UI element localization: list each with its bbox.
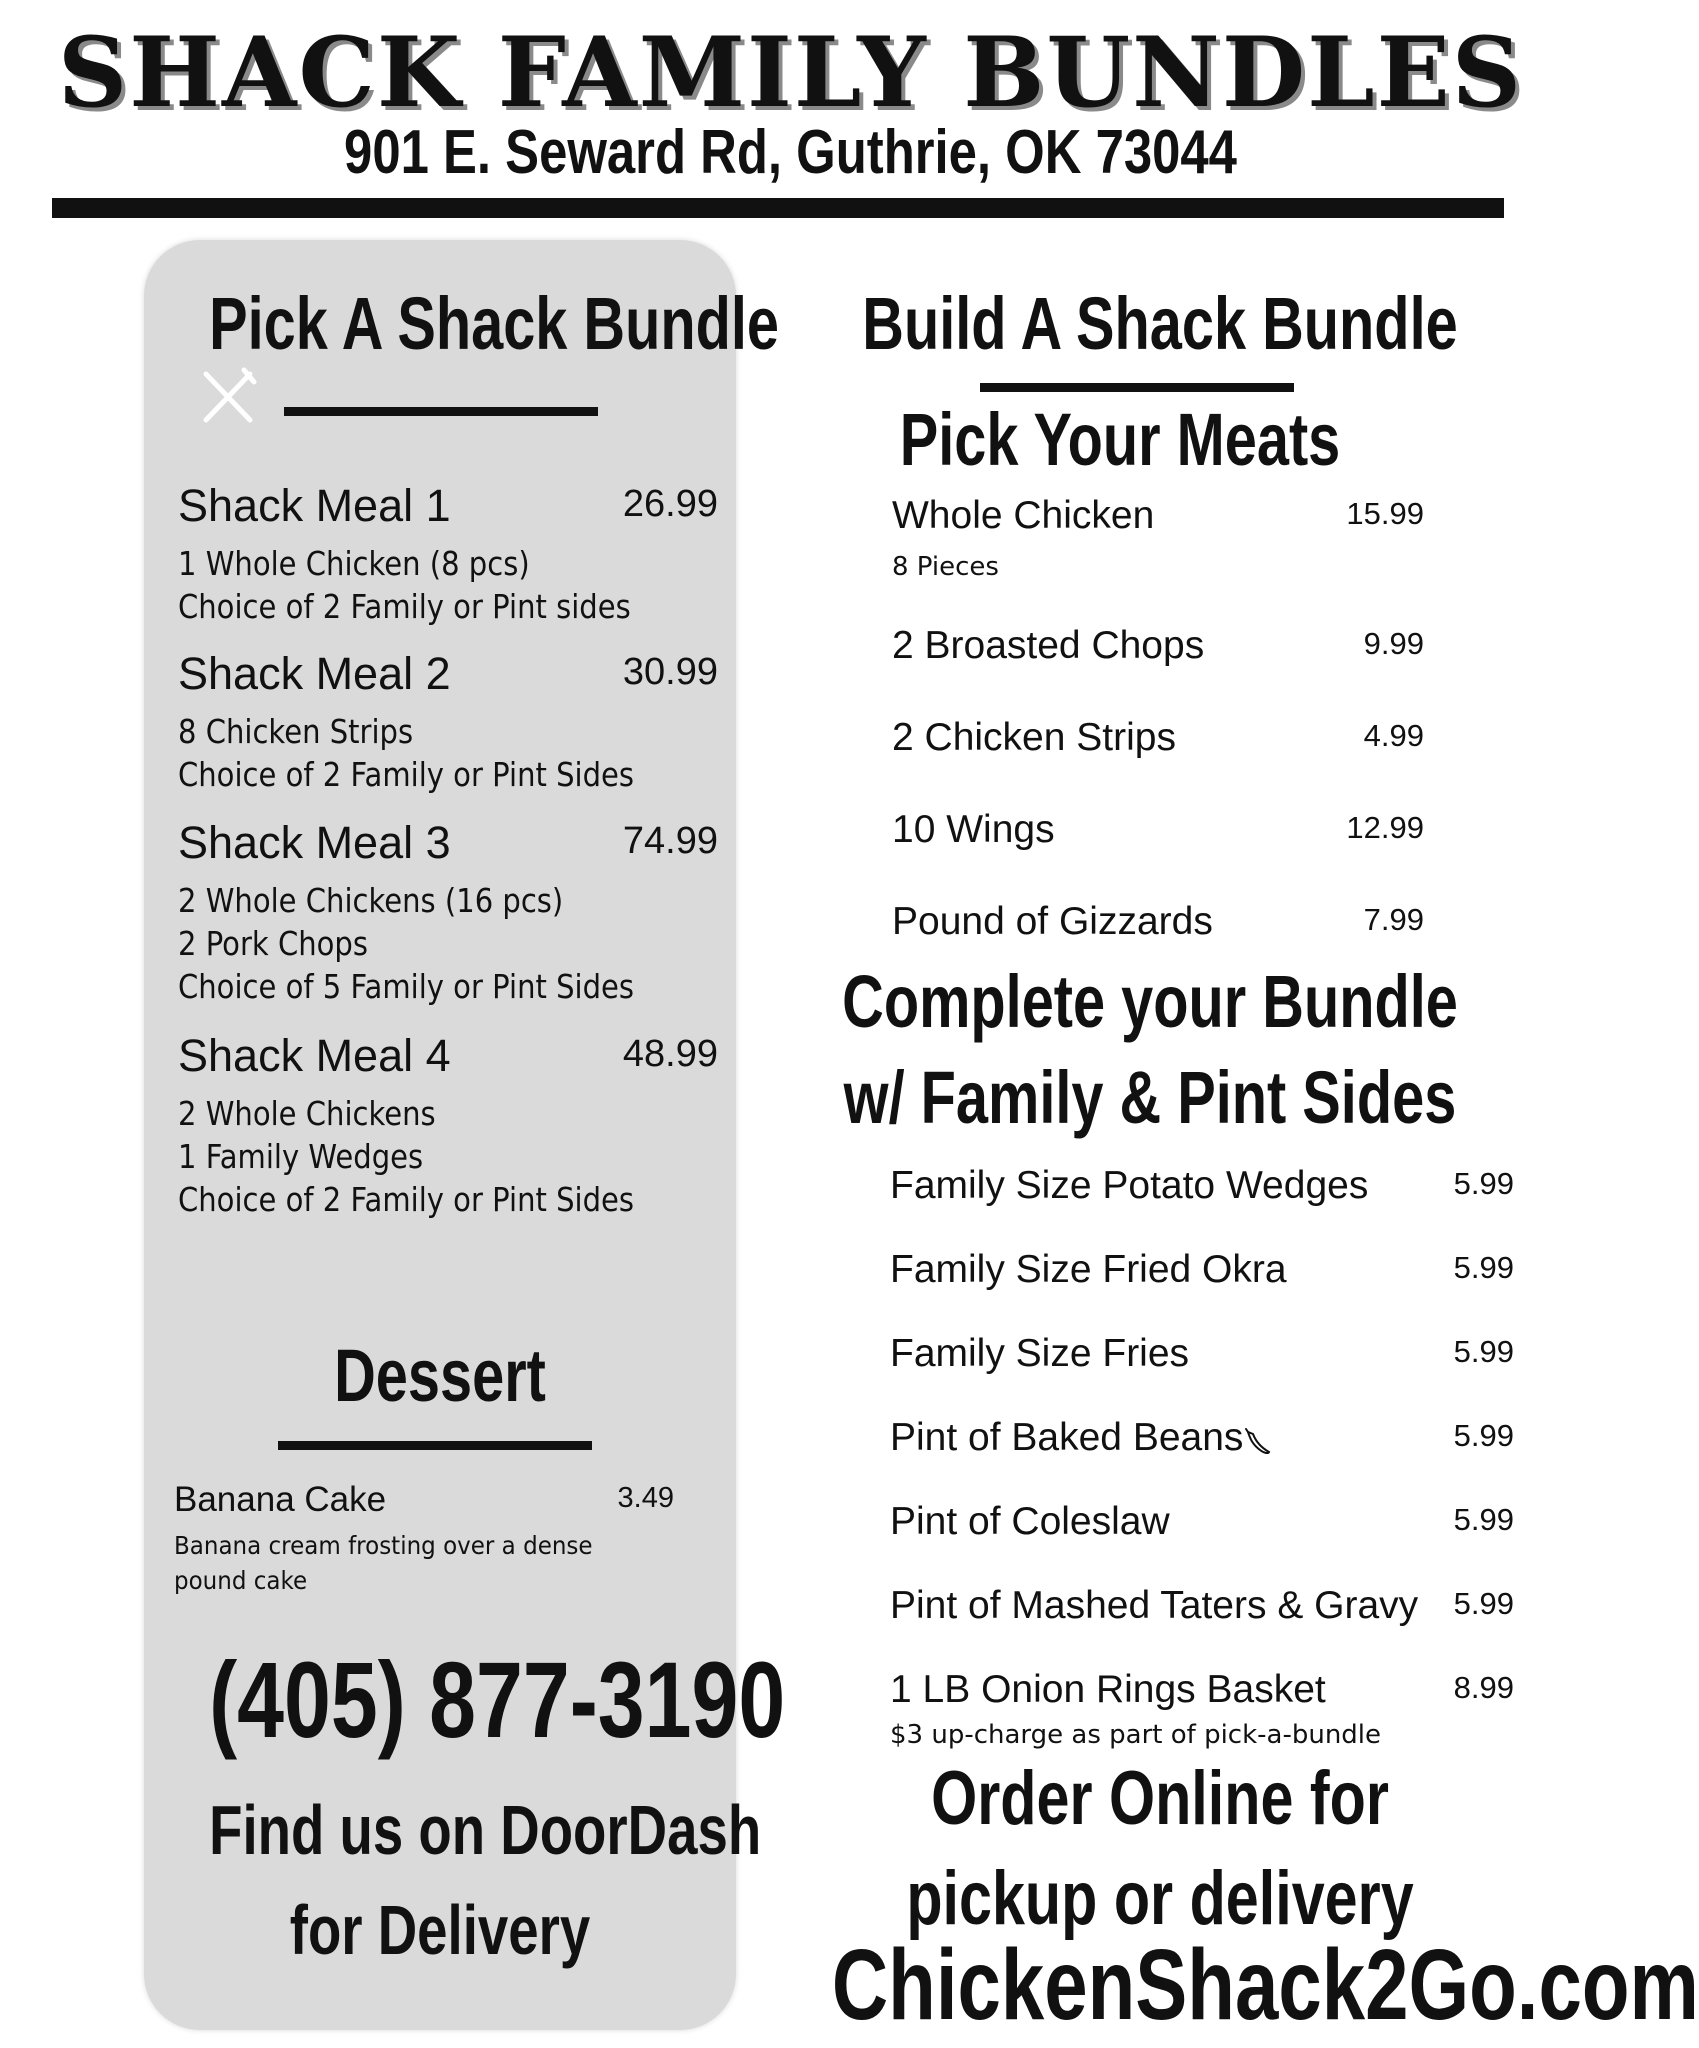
- menu-title: SHACK FAMILY BUNDLES: [57, 16, 1524, 129]
- build-bundle-heading: Build A Shack Bundle: [862, 282, 1458, 365]
- meal-detail: 2 Pork Chops: [178, 924, 368, 963]
- side-price: 5.99: [1453, 1166, 1514, 1201]
- meat-name: 10 Wings: [892, 808, 1055, 851]
- meal-detail: 8 Chicken Strips: [178, 712, 414, 751]
- meal-name: Shack Meal 4: [178, 1030, 451, 1081]
- order-online-line-2: pickup or delivery: [906, 1856, 1414, 1941]
- meal-detail: Choice of 2 Family or Pint sides: [178, 587, 631, 626]
- doordash-line-2: for Delivery: [289, 1891, 591, 1969]
- side-name: Pint of Coleslaw: [890, 1500, 1170, 1543]
- side-price: 5.99: [1453, 1502, 1514, 1537]
- meal-detail: Choice of 2 Family or Pint Sides: [178, 755, 635, 794]
- meat-name: Whole Chicken: [892, 494, 1155, 537]
- meat-price: 9.99: [1363, 626, 1424, 661]
- meat-price: 12.99: [1346, 810, 1424, 845]
- pick-bundle-heading: Pick A Shack Bundle: [209, 282, 780, 365]
- meal-price: 48.99: [622, 1033, 718, 1075]
- meat-name: 2 Chicken Strips: [892, 716, 1176, 759]
- side-detail: $3 up-charge as part of pick-a-bundle: [890, 1720, 1382, 1750]
- address: 901 E. Seward Rd, Guthrie, OK 73044: [344, 118, 1237, 187]
- meal-price: 30.99: [622, 651, 718, 693]
- sides-heading-line-2: w/ Family & Pint Sides: [843, 1056, 1457, 1139]
- build-bundle-underline: [980, 383, 1294, 392]
- side-price: 5.99: [1453, 1418, 1514, 1453]
- side-name: Family Size Fries: [890, 1332, 1190, 1375]
- doordash-line-1: Find us on DoorDash: [209, 1791, 762, 1869]
- meat-detail: 8 Pieces: [892, 552, 999, 582]
- side-name: 1 LB Onion Rings Basket: [890, 1668, 1326, 1711]
- meal-detail: 2 Whole Chickens (16 pcs): [178, 881, 564, 920]
- meal-detail: 1 Family Wedges: [178, 1137, 424, 1176]
- side-price: 8.99: [1453, 1670, 1514, 1705]
- header-divider: [52, 198, 1504, 218]
- dessert-description: pound cake: [174, 1566, 308, 1595]
- website-link[interactable]: ChickenShack2Go.com: [831, 1929, 1699, 2041]
- pick-bundle-underline: [284, 407, 598, 416]
- dessert-name: Banana Cake: [174, 1480, 387, 1519]
- order-online-line-1: Order Online for: [931, 1756, 1389, 1841]
- meats-heading: Pick Your Meats: [899, 398, 1341, 481]
- meal-detail: Choice of 5 Family or Pint Sides: [178, 967, 635, 1006]
- meal-detail: 1 Whole Chicken (8 pcs): [178, 544, 530, 583]
- dessert-underline: [278, 1441, 592, 1450]
- meat-name: Pound of Gizzards: [892, 900, 1213, 943]
- side-price: 5.99: [1453, 1250, 1514, 1285]
- meat-name: 2 Broasted Chops: [892, 624, 1205, 667]
- chili-pepper-icon: [1242, 1428, 1272, 1458]
- side-price: 5.99: [1453, 1586, 1514, 1621]
- sides-heading-line-1: Complete your Bundle: [842, 960, 1458, 1043]
- meal-name: Shack Meal 3: [178, 817, 451, 868]
- side-name: Family Size Potato Wedges: [890, 1164, 1369, 1207]
- side-name: Family Size Fried Okra: [890, 1248, 1287, 1291]
- meal-price: 74.99: [622, 820, 718, 862]
- meat-price: 15.99: [1346, 496, 1424, 531]
- side-name: Pint of Baked Beans: [890, 1416, 1244, 1459]
- side-price: 5.99: [1453, 1334, 1514, 1369]
- meal-price: 26.99: [622, 483, 718, 525]
- dessert-heading: Dessert: [334, 1334, 546, 1417]
- meal-name: Shack Meal 1: [178, 480, 451, 531]
- meal-detail: Choice of 2 Family or Pint Sides: [178, 1180, 635, 1219]
- meal-detail: 2 Whole Chickens: [178, 1094, 436, 1133]
- fork-knife-icon: [198, 366, 258, 426]
- phone-number: (405) 877-3190: [209, 1639, 786, 1760]
- side-name: Pint of Mashed Taters & Gravy: [890, 1584, 1419, 1627]
- meat-price: 7.99: [1363, 902, 1424, 937]
- dessert-description: Banana cream frosting over a dense: [174, 1531, 593, 1560]
- meal-name: Shack Meal 2: [178, 648, 451, 699]
- dessert-price: 3.49: [617, 1482, 674, 1514]
- meat-price: 4.99: [1363, 718, 1424, 753]
